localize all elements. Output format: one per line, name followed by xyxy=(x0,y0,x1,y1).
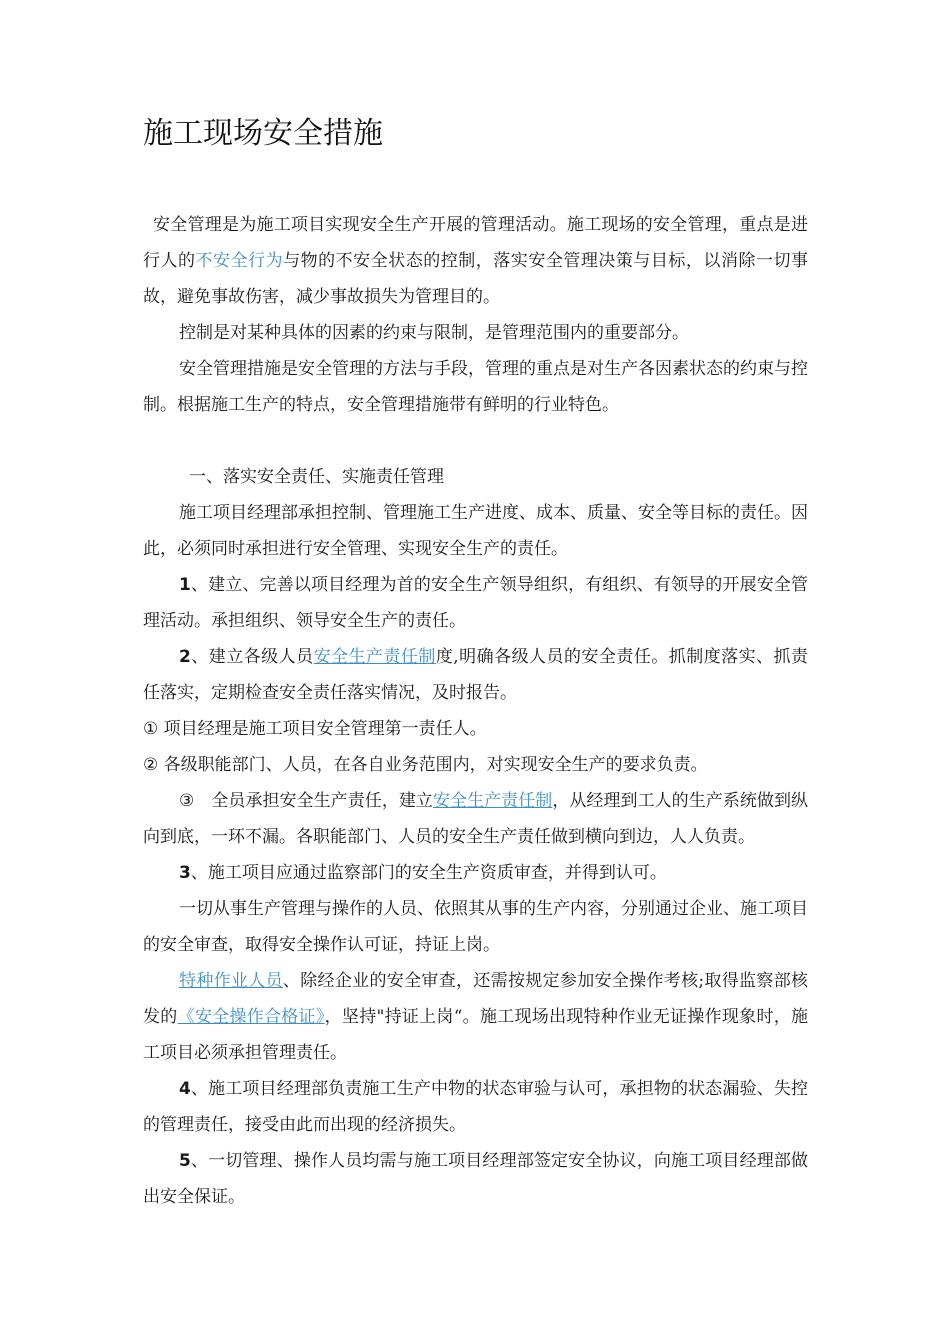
intro-paragraph-1 xyxy=(143,207,808,315)
safety-certificate-link[interactable]: 《安全操作合格证》 xyxy=(177,1007,325,1027)
item-number: 1 xyxy=(179,575,191,595)
document-title: 施工现场安全措施 xyxy=(143,116,383,151)
sub-item-3 xyxy=(143,783,808,855)
item-text-b: 度,明确各级人员的安全责任。抓制度落实、抓责任落实，定期检查安全责任落实情况，及时报告。 xyxy=(143,647,809,703)
item-number: 2 xyxy=(179,647,191,667)
item-number: 3 xyxy=(179,863,191,883)
item-text: 、施工项目经理部负责施工生产中物的状态审验与认可，承担物的状态漏验、失控的管理责任，接受由此而出现的经济损失。 xyxy=(143,1079,808,1135)
sub-item-text-b: ，从经理到工人的生产系统做到纵向到底，一环不漏。各职能部门、人员的安全生产责任做到横向到边，人人负责。 xyxy=(143,791,809,847)
item-number: 5 xyxy=(179,1151,191,1171)
item-text-a: 、建立各级人员 xyxy=(190,647,314,667)
circled-number: ① xyxy=(143,719,159,739)
paragraph-gap xyxy=(143,423,808,459)
sub-item-text: 项目经理是施工项目安全管理第一责任人。 xyxy=(158,719,487,739)
item-3-detail-paragraph: 一切从事生产管理与操作的人员、依照其从事的生产内容，分别通过企业、施工项目的安全审查，取得安全操作认可证，持证上岗。 xyxy=(143,899,808,955)
document-body xyxy=(143,207,808,1215)
special-workers-link[interactable]: 特种作业人员 xyxy=(179,971,283,991)
safety-responsibility-link[interactable]: 安全生产责任制 xyxy=(313,647,436,667)
sub-item-2 xyxy=(143,747,808,783)
item-text: 、建立、完善以项目经理为首的安全生产领导组织，有组织、有领导的开展安全管理活动。承担组织、领导安全生产的责任。 xyxy=(143,575,808,631)
item-number: 4 xyxy=(179,1079,191,1099)
list-item-1 xyxy=(143,567,808,639)
intro-text-b: 与物的不安全状态的控制，落实安全管理决策与目标，以消除一切事故，避免事故伤害，减少事故损失为管理目的。 xyxy=(143,251,809,307)
item-text: 、施工项目应通过监察部门的安全生产资质审查，并得到认可。 xyxy=(190,863,667,883)
section-heading: 一、落实安全责任、实施责任管理 xyxy=(189,467,444,487)
sub-item-1 xyxy=(143,711,808,747)
special-workers-paragraph xyxy=(143,963,808,1071)
circled-number: ② xyxy=(143,755,159,775)
safety-responsibility-link-2[interactable]: 安全生产责任制 xyxy=(432,791,553,811)
special-text-a: 、除经企业的安全审查，还需按规定参加安全操作考核;取得监察部核发的 xyxy=(143,971,809,1027)
circled-number: ③ xyxy=(179,791,195,811)
intro-text-a: 安全管理是为施工项目实现安全生产开展的管理活动。施工现场的安全管理，重点是进行人的 xyxy=(143,215,808,271)
list-item-3 xyxy=(143,855,808,891)
unsafe-behavior-link[interactable]: 不安全行为 xyxy=(195,251,284,271)
intro-paragraph-2: 控制是对某种具体的因素的约束与限制，是管理范围内的重要部分。 xyxy=(179,323,689,343)
list-item-2 xyxy=(143,639,808,711)
section-intro-paragraph: 施工项目经理部承担控制、管理施工生产进度、成本、质量、安全等目标的责任。因此，必须同时承担进行安全管理、实现安全生产的责任。 xyxy=(143,503,808,559)
sub-item-text: 各级职能部门、人员，在各自业务范围内，对实现安全生产的要求负责。 xyxy=(158,755,708,775)
list-item-4 xyxy=(143,1071,808,1143)
sub-item-text-a: 全员承担安全生产责任，建立 xyxy=(194,791,433,811)
special-text-b: ，坚持"持证上岗“。施工现场出现特种作业无证操作现象时，施工项目必须承担管理责任。 xyxy=(143,1007,809,1063)
intro-paragraph-3: 安全管理措施是安全管理的方法与手段，管理的重点是对生产各因素状态的约束与控制。根据施工生产的特点，安全管理措施带有鲜明的行业特色。 xyxy=(143,359,808,415)
item-text: 、一切管理、操作人员均需与施工项目经理部签定安全协议，向施工项目经理部做出安全保证。 xyxy=(143,1151,808,1207)
list-item-5 xyxy=(143,1143,808,1215)
